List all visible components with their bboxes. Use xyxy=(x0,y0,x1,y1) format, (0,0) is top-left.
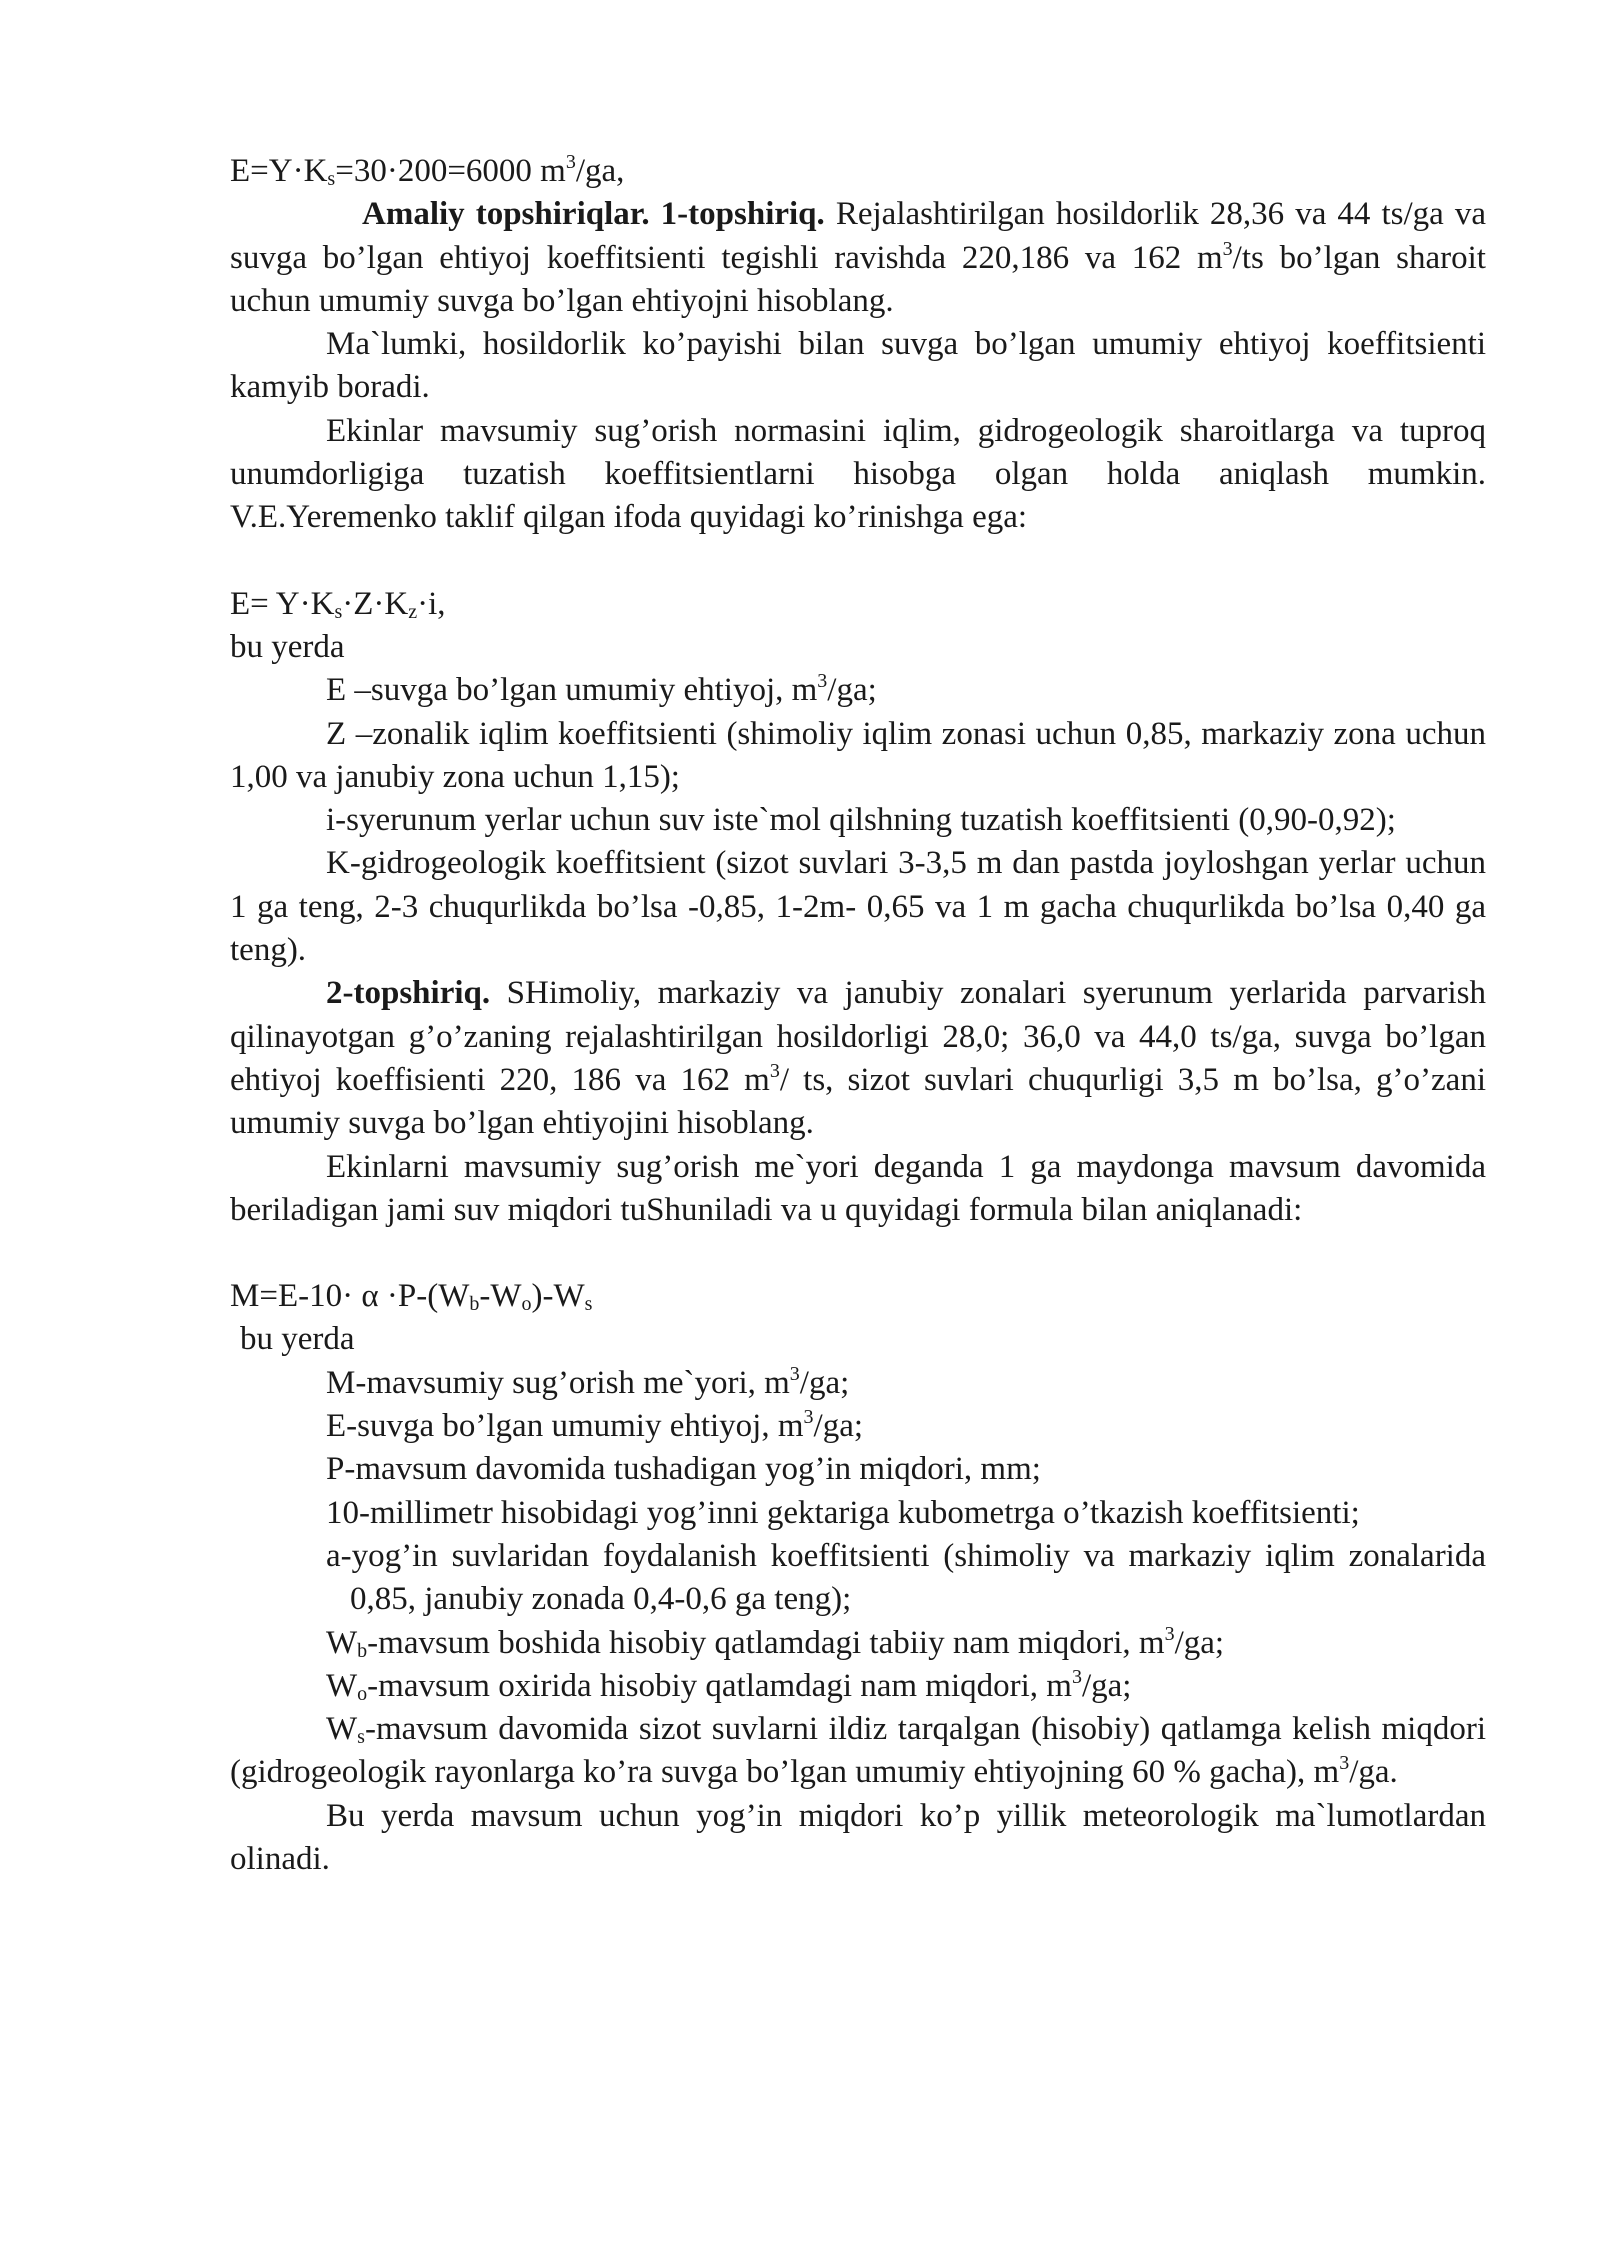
definition-p: P-mavsum davomida tushadigan yog’in miqdori, mm; xyxy=(326,1451,1041,1488)
definition-z: Z –zonalik iqlim koeffitsienti (shimoliy iqlim zonasi uchun 0,85, markaziy zona uchun 1,00 va janubiy zona uchun 1,15); xyxy=(230,715,1486,795)
definition-k: K-gidrogeologik koeffitsient (sizot suvlari 3-3,5 m dan pastda joyloshgan yerlar uchun 1 ga teng, 2-3 chuqurlikda bo’lsa -0,85, 1-2m- 0,65 va 1 m gacha chuqurlikda bo’lsa 0,40 ga teng). xyxy=(230,845,1486,969)
formula-water-demand: $E=Y\cdot K_s=30\cdot 200=6000$ $m^3/ga$, xyxy=(230,151,625,190)
paragraph-ekinlarni: Ekinlarni mavsumiy sug’orish me`yori deganda 1 ga maydonga mavsum davomida beriladigan jami suv miqdori tuShuniladi va u quyidagi formula bilan aniqlanadi: xyxy=(230,1148,1486,1228)
formula-yeremenko: $E= Y\cdot K_s\cdot Z\cdot K_z\cdot i$, xyxy=(230,585,446,623)
definition-wb: $W_b$-mavsum boshida hisobiy qatlamdagi tabiiy nam miqdori, $m^3/ga$; xyxy=(326,1622,1225,1662)
definition-i: i-syerunum yerlar uchun suv iste`mol qilshning tuzatish koeffitsienti (0,90-0,92); xyxy=(326,802,1396,839)
task-2-paragraph: 2-topshiriq. SHimoliy, markaziy va janubiy zonalari syerunum yerlarida parvarish qilinayotgan g’o’zaning rejalashtirilgan hosildorligi 28,0; 36,0 va 44,0 ts/ga, suvga bo’lgan ehtiyoj koeffisienti 220, 186 va 162 $m^3/$ ts, sizot suvlari chuqurligi 3,5 m bo’lsa, g’o’zani umumiy suvga bo’lgan ehtiyojini hisoblang. xyxy=(230,975,1487,1142)
definition-e: E –suvga bo’lgan umumiy ehtiyoj, $m^3/ga$; xyxy=(326,670,877,709)
paragraph-malumki: Ma`lumki, hosildorlik ko’payishi bilan suvga bo’lgan umumiy ehtiyoj koeffitsienti kamyib boradi. xyxy=(230,326,1486,406)
paragraph-ekinlar: Ekinlar mavsumiy sug’orish normasini iqlim, gidrogeologik sharoitlarga va tuproq unumdorligiga tuzatish koeffitsientlarni hisobga olgan holda aniqlash mumkin. V.E.Yeremenko taklif qilgan ifoda quyidagi ko’rinishga ega: xyxy=(230,412,1486,536)
task-1-heading: Amaliy topshiriqlar. 1-topshiriq. xyxy=(362,196,825,233)
bu-yerda-label-2: bu yerda xyxy=(240,1321,355,1358)
definition-ws: $W_s$-mavsum davomida sizot suvlarni ildiz tarqalgan (hisobiy) qatlamga kelish miqdori (gidrogeologik rayonlarga ko’ra suvga bo’lgan umumiy ehtiyojning 60 % gacha), $m^3/ga$. xyxy=(230,1711,1486,1791)
definition-e2: E-suvga bo’lgan umumiy ehtiyoj, $m^3/ga$; xyxy=(326,1406,864,1445)
paragraph-bu-yerda: Bu yerda mavsum uchun yog’in miqdori ko’p yillik meteorologik ma`lumotlardan olinadi. xyxy=(230,1797,1486,1877)
formula-irrigation-norm: $M=E-10\cdot \alpha \cdot P-(W_b-W_o)-W_s$ xyxy=(230,1278,593,1316)
task-2-heading: 2-topshiriq. xyxy=(326,975,491,1012)
bu-yerda-label: bu yerda xyxy=(230,628,345,665)
definition-a: a-yog’in suvlaridan foydalanish koeffitsienti (shimoliy va markaziy iqlim zonalarida 0,85, janubiy zonada 0,4-0,6 ga teng); xyxy=(326,1537,1486,1618)
definition-m: M-mavsumiy sug’orish me`yori, $m^3/ga$; xyxy=(326,1362,850,1401)
task-1-paragraph: Amaliy topshiriqlar. 1-topshiriq. Rejalashtirilgan hosildorlik 28,36 va 44 ts/ga va suvga bo’lgan ehtiyoj koeffitsienti tegishli ravishda 220,186 va 162 $m^3/ts$ bo’lgan sharoit uchun umumiy suvga bo’lgan ehtiyojni hisoblang. xyxy=(230,196,1486,319)
definition-wo: $W_o$-mavsum oxirida hisobiy qatlamdagi nam miqdori, $m^3/ga$; xyxy=(326,1665,1132,1705)
definition-10: 10-millimetr hisobidagi yog’inni gektariga kubometrga o’tkazish koeffitsienti; xyxy=(326,1494,1360,1531)
document-page xyxy=(230,150,1486,1881)
